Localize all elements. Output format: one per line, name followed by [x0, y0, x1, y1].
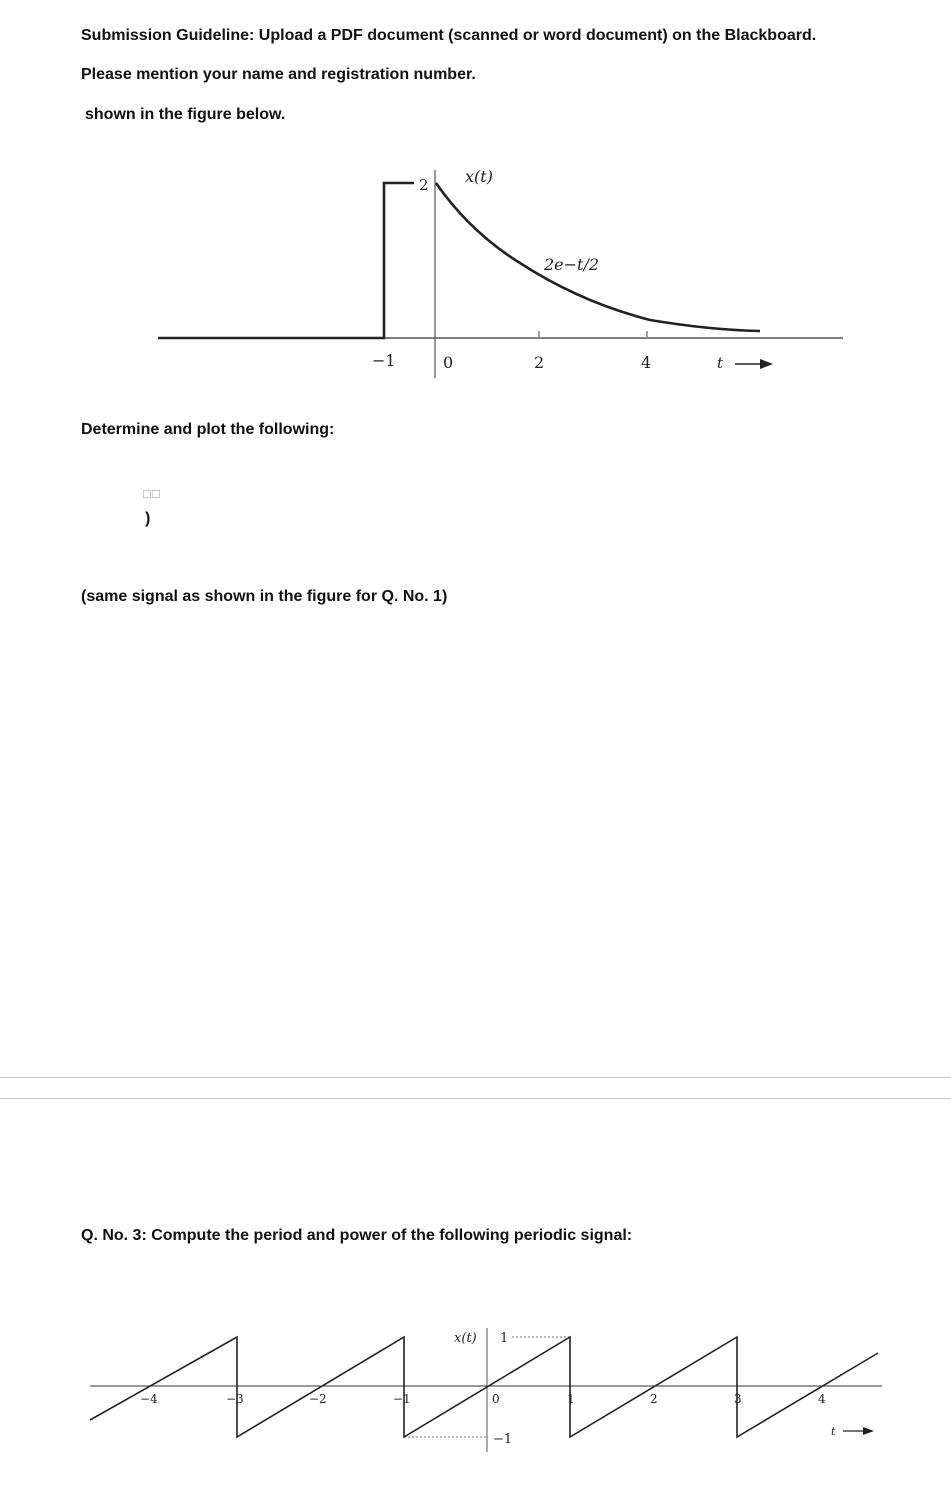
name-registration-note: Please mention your name and registration number.: [81, 66, 476, 83]
same-signal-note: (same signal as shown in the figure for Q. No. 1): [81, 588, 448, 605]
tick-label-neg2: −2: [309, 1392, 327, 1406]
signal-label: x(t): [454, 1331, 477, 1346]
tick-label-0: 0: [492, 1392, 500, 1406]
closing-paren: ): [145, 510, 151, 527]
page-divider-bottom: [0, 1098, 951, 1099]
sawtooth-trace: [90, 1337, 878, 1437]
amplitude-tick-label: 2: [419, 176, 429, 194]
time-axis-label: t: [831, 1425, 836, 1438]
tick-label-neg1: −1: [393, 1392, 411, 1406]
part-b-heading: Determine and plot the following:: [81, 421, 335, 438]
submission-guideline: Submission Guideline: Upload a PDF document (scanned or word document) on the Blackboard.: [81, 27, 817, 44]
page-divider-top: [0, 1077, 951, 1078]
low-level-label: −1: [493, 1432, 513, 1447]
tick-label-neg1: −1: [372, 351, 396, 370]
tick-label-4: 4: [818, 1392, 826, 1406]
tick-label-neg3: −3: [226, 1392, 244, 1406]
time-axis-label: t: [717, 354, 724, 372]
tick-label-0: 0: [443, 353, 454, 372]
signal-trace: [158, 183, 414, 338]
tick-label-2: 2: [534, 353, 545, 372]
high-level-label: 1: [500, 1331, 509, 1346]
curve-label: 2e−t/2: [544, 255, 600, 274]
missing-glyph-boxes: □□: [143, 486, 161, 501]
tick-label-neg4: −4: [140, 1392, 158, 1406]
tick-label-1: 1: [567, 1392, 575, 1406]
tick-label-4: 4: [641, 353, 652, 372]
tick-label-2: 2: [650, 1392, 658, 1406]
signal-figure-1: [0, 150, 951, 390]
time-arrow-head: [863, 1427, 874, 1435]
tick-label-3: 3: [734, 1392, 742, 1406]
sawtooth-figure: [0, 1315, 951, 1460]
question-3-prompt: Q. No. 3: Compute the period and power of the following periodic signal:: [81, 1227, 633, 1244]
time-arrow-head: [760, 359, 773, 369]
signal-label: x(t): [465, 167, 493, 186]
figure-intro-text: shown in the figure below.: [85, 106, 286, 123]
